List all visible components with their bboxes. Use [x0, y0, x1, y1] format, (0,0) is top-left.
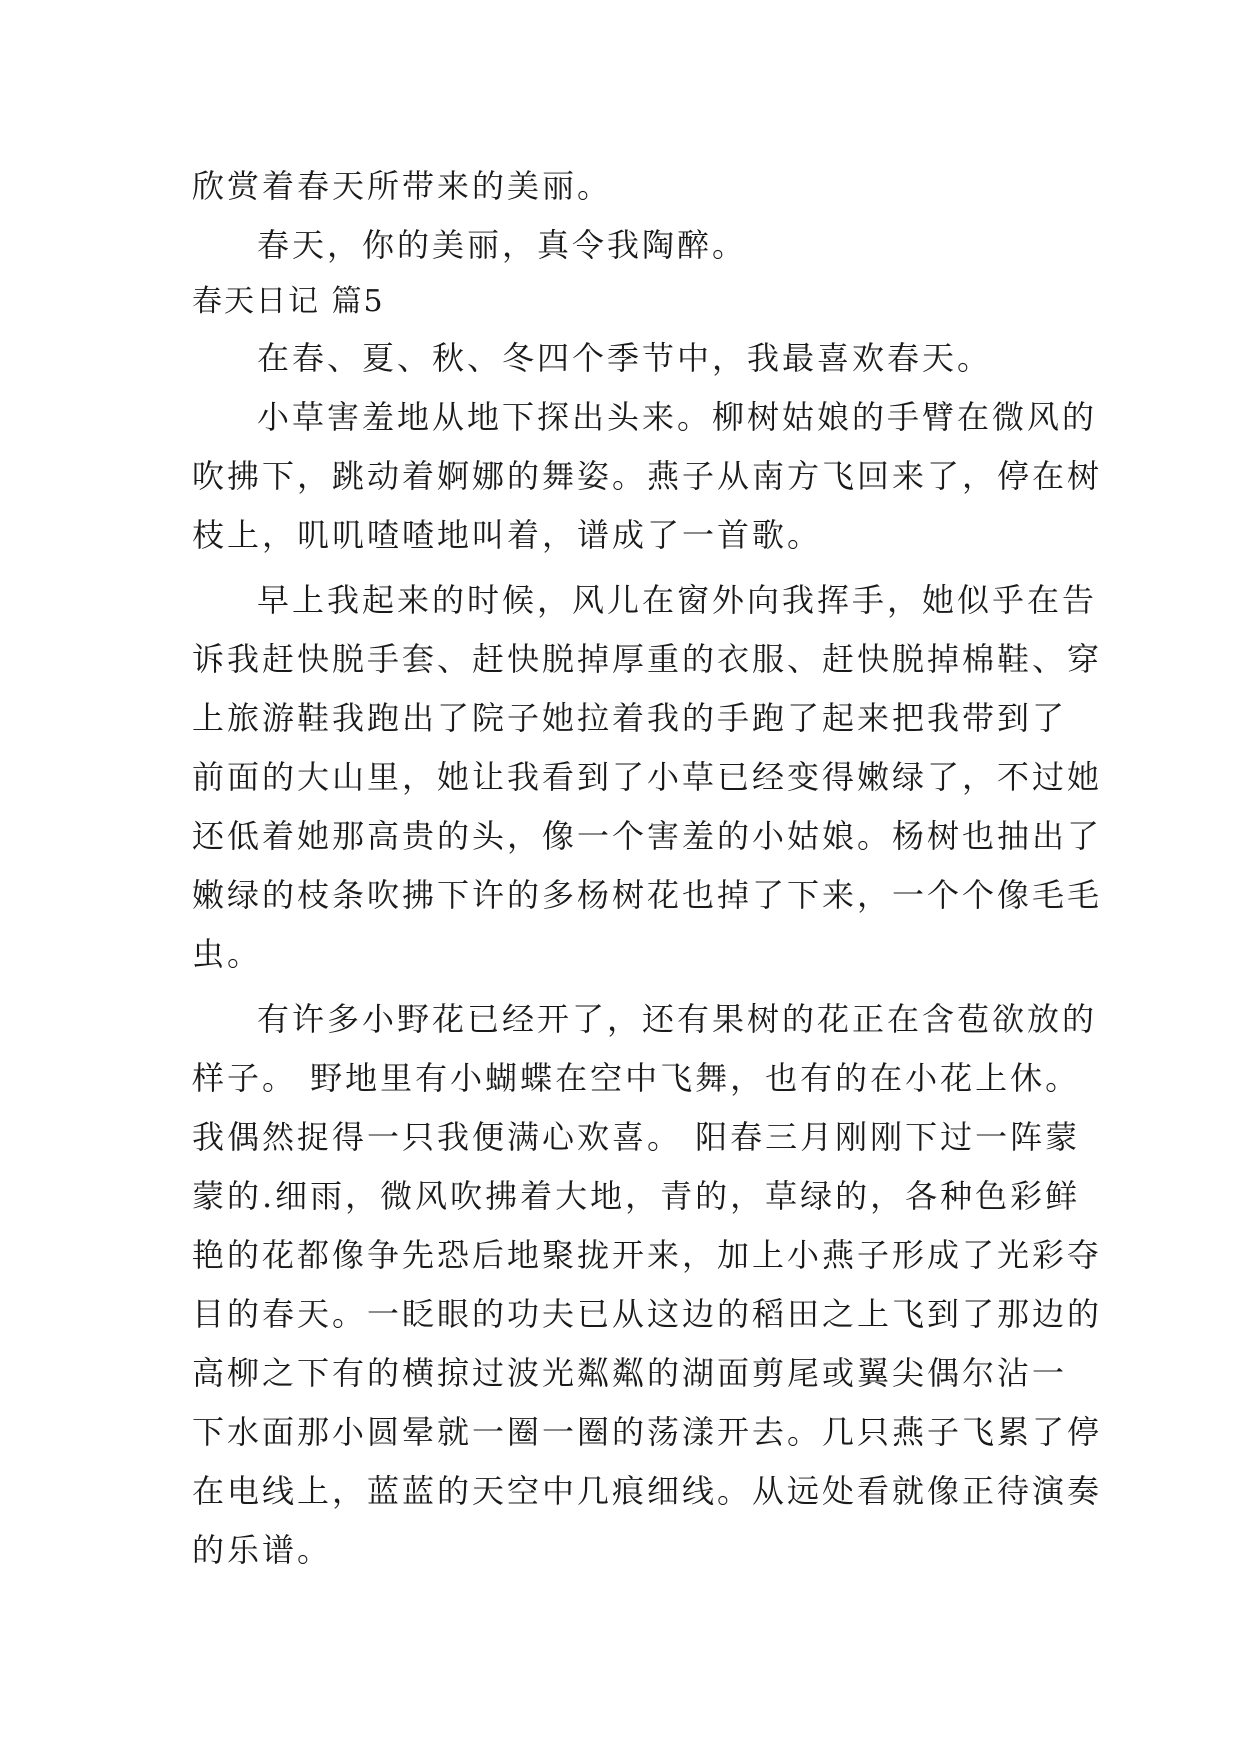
text-line: 下水面那小圆晕就一圈一圈的荡漾开去。几只燕子飞累了停: [192, 1413, 1103, 1451]
text-line: 目的春天。一眨眼的功夫已从这边的稻田之上飞到了那边的: [192, 1295, 1103, 1333]
text-line: 前面的大山里，她让我看到了小草已经变得嫩绿了，不过她: [192, 758, 1103, 796]
text-line: 嫩绿的枝条吹拂下许的多杨树花也掉了下来，一个个像毛毛: [192, 876, 1103, 914]
document-body: [192, 157, 1103, 1580]
text-line: 在电线上，蓝蓝的天空中几痕细线。从远处看就像正待演奏: [192, 1472, 1103, 1510]
text-line: 虫。: [192, 935, 263, 973]
text-line: 样子。 野地里有小蝴蝶在空中飞舞，也有的在小花上休。: [192, 1059, 1081, 1097]
text-line: 有许多小野花已经开了，还有果树的花正在含苞欲放的: [257, 1000, 1098, 1038]
text-line: 高柳之下有的横掠过波光粼粼的湖面剪尾或翼尖偶尔沾一: [192, 1354, 1068, 1392]
text-line: 的乐谱。: [192, 1531, 333, 1569]
section-title: 春天日记 篇5: [192, 284, 385, 319]
text-line: 我偶然捉得一只我便满心欢喜。 阳春三月刚刚下过一阵蒙: [192, 1118, 1081, 1156]
text-line: 早上我起来的时候，风儿在窗外向我挥手，她似乎在告: [257, 581, 1098, 619]
text-line: 吹拂下，跳动着婀娜的舞姿。燕子从南方飞回来了，停在树: [192, 457, 1103, 495]
text-line: 艳的花都像争先恐后地聚拢开来，加上小燕子形成了光彩夺: [192, 1236, 1103, 1274]
text-line: 诉我赶快脱手套、赶快脱掉厚重的衣服、赶快脱掉棉鞋、穿: [192, 640, 1103, 678]
text-line: 欣赏着春天所带来的美丽。: [192, 167, 613, 205]
text-line: 上旅游鞋我跑出了院子她拉着我的手跑了起来把我带到了: [192, 699, 1068, 737]
text-line: 还低着她那高贵的头，像一个害羞的小姑娘。杨树也抽出了: [192, 817, 1103, 855]
text-line: 在春、夏、秋、冬四个季节中，我最喜欢春天。: [257, 339, 993, 377]
text-line: 蒙的.细雨，微风吹拂着大地，青的，草绿的，各种色彩鲜: [192, 1177, 1081, 1215]
text-line: 小草害羞地从地下探出头来。柳树姑娘的手臂在微风的: [257, 398, 1098, 436]
text-line: 枝上，叽叽喳喳地叫着，谱成了一首歌。: [192, 516, 823, 554]
text-line: 春天，你的美丽，真令我陶醉。: [257, 226, 748, 264]
